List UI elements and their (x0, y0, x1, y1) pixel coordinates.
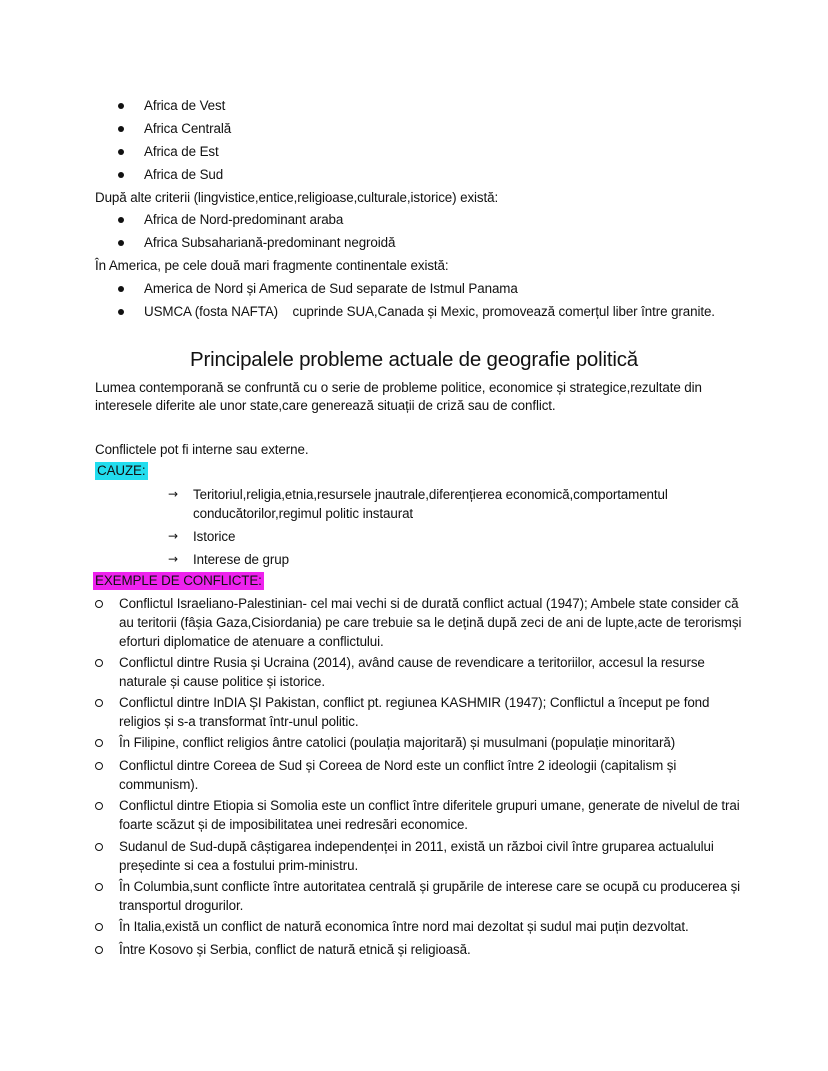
bullet-icon (118, 172, 124, 178)
example-item (95, 756, 745, 794)
example-text: Conflictul Israeliano-Palestinian- cel mai vechi si de durată conflict actual (1947); Ambele state consider că au teritorii (fâșia Gaza,Cisiordania) pe care trebuie sa le dețină după zeci de ani de lupte,acte de terorismși eforturi diplomatice de atenuare a conflictului. (119, 596, 742, 649)
list-item-text: USMCA (fosta NAFTA) cuprinde SUA,Canada și Mexic, promovează comerțul liber între granite. (144, 304, 715, 319)
cause-item (168, 485, 748, 523)
hollow-circle-bullet-icon (95, 600, 103, 608)
list-item-text: Africa de Vest (144, 98, 226, 113)
cause-text: Istorice (193, 529, 236, 544)
hollow-circle-bullet-icon (95, 843, 103, 851)
list-item-text: Africa Subsahariană-predominant negroidă (144, 235, 396, 250)
example-item (95, 653, 745, 691)
hollow-circle-bullet-icon (95, 739, 103, 747)
example-item (95, 917, 745, 936)
cause-text: Interese de grup (193, 552, 289, 567)
intro-line-1: Lumea contemporană se confruntă cu o serie de probleme politice, economice și strategice,rezultate din (95, 380, 702, 395)
example-item (95, 877, 745, 915)
example-item (95, 837, 745, 875)
bullet-icon (118, 217, 124, 223)
example-item (95, 796, 745, 834)
causes-label-wrap (95, 461, 148, 480)
example-text: Conflictul dintre Etiopia si Somolia este un conflict între diferitele grupuri umane, generate de nivelul de trai foarte scăzut și de imposibilitatea unei redresări economice. (119, 798, 740, 832)
cause-item (168, 527, 748, 546)
right-arrow-icon: → (168, 529, 178, 543)
right-arrow-icon: → (168, 552, 178, 566)
intro-line-2: interesele diferite ale unor state,care generează situații de criză sau de conflict. (95, 398, 556, 413)
example-text: Conflictul dintre Rusia și Ucraina (2014), având cause de revendicare a teritoriilor, accesul la resurse naturale și cause politice și istorice. (119, 655, 705, 689)
bullet-icon (118, 103, 124, 109)
bullet-icon (118, 149, 124, 155)
example-text: Conflictul dintre InDIA ȘI Pakistan, conflict pt. regiunea KASHMIR (1947); Conflictul a început pe fond religios și s-a transformat într-unul politic. (119, 695, 710, 729)
bullet-icon (118, 286, 124, 292)
criteria-intro: După alte criterii (lingvistice,entice,religioase,culturale,istorice) există: (95, 190, 499, 205)
cause-item (168, 550, 748, 569)
section-title: Principalele probleme actuale de geografie politică (190, 348, 638, 371)
list-item-text: Africa de Sud (144, 167, 224, 182)
example-item (95, 733, 745, 752)
example-text: Între Kosovo și Serbia, conflict de natură etnică și religioasă. (119, 942, 471, 957)
example-text: Conflictul dintre Coreea de Sud și Coreea de Nord este un conflict între 2 ideologii (capitalism și communism). (119, 758, 677, 792)
bullet-icon (118, 309, 124, 315)
example-text: Sudanul de Sud-după câștigarea independenței in 2011, există un război civil între gruparea actualului președinte si cea a fostului prim-ministru. (119, 839, 714, 873)
america-intro: În America, pe cele două mari fragmente continentale există: (95, 258, 449, 273)
hollow-circle-bullet-icon (95, 883, 103, 891)
hollow-circle-bullet-icon (95, 659, 103, 667)
hollow-circle-bullet-icon (95, 699, 103, 707)
list-item-text: Africa de Est (144, 144, 219, 159)
list-item-text: America de Nord și America de Sud separate de Istmul Panama (144, 281, 518, 296)
bullet-icon (118, 240, 124, 246)
example-text: În Columbia,sunt conflicte între autoritatea centrală și grupările de interese care se ocupă cu producerea și transportul drogurilor. (119, 879, 741, 913)
list-item-text: Africa de Nord-predominant araba (144, 212, 344, 227)
conflict-types: Conflictele pot fi interne sau externe. (95, 442, 309, 457)
example-item (95, 940, 745, 959)
causes-label: CAUZE: (97, 463, 146, 478)
hollow-circle-bullet-icon (95, 802, 103, 810)
examples-label-wrap (93, 571, 264, 590)
examples-label: EXEMPLE DE CONFLICTE: (95, 573, 262, 588)
hollow-circle-bullet-icon (95, 762, 103, 770)
hollow-circle-bullet-icon (95, 923, 103, 931)
example-text: În Filipine, conflict religios ântre catolici (poulația majoritară) și musulmani (populație minoritară) (119, 735, 676, 750)
example-item (95, 693, 745, 731)
right-arrow-icon: → (168, 487, 178, 501)
cause-text: Teritoriul,religia,etnia,resursele jnautrale,diferențierea economică,comportamentul conducătorilor,regimul politic instaurat (193, 487, 668, 521)
example-text: În Italia,există un conflict de natură economica între nord mai dezoltat și sudul mai puțin dezvoltat. (119, 919, 689, 934)
example-item (95, 594, 745, 651)
list-item-text: Africa Centrală (144, 121, 232, 136)
hollow-circle-bullet-icon (95, 946, 103, 954)
bullet-icon (118, 126, 124, 132)
